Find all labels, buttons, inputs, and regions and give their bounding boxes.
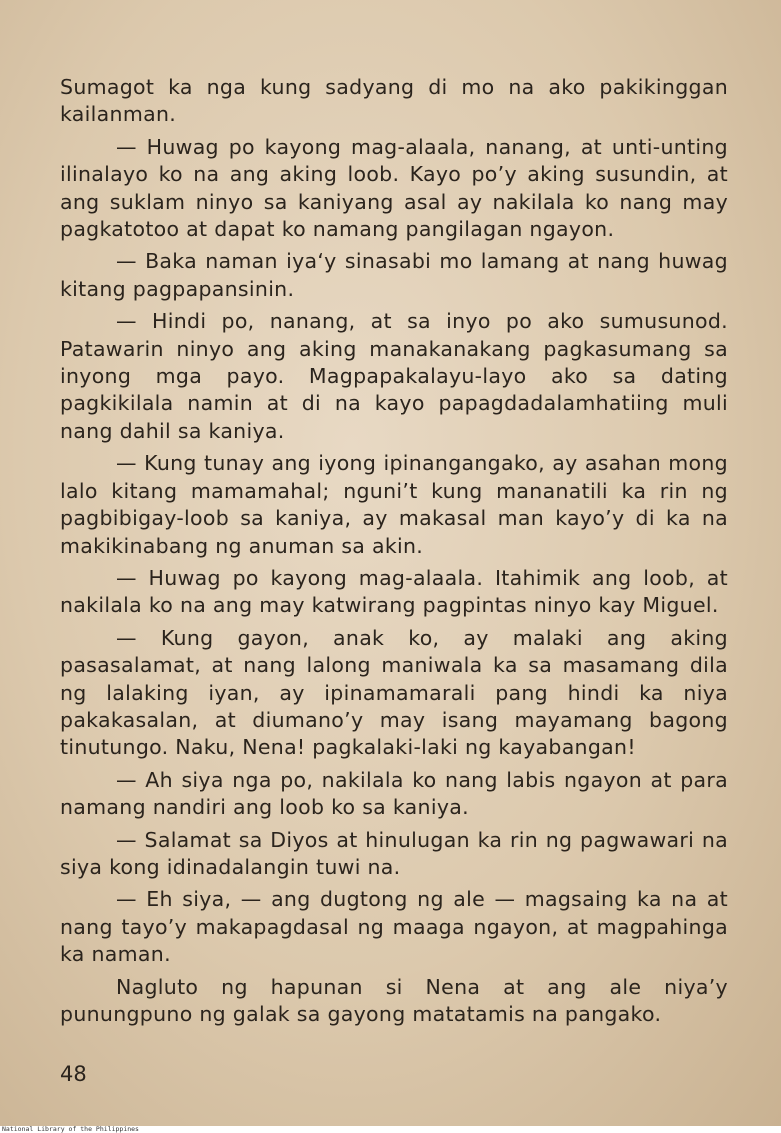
dialogue-paragraph: — Baka naman iya‘y sinasabi mo lamang at nang huwag kitang pagpapansinin. xyxy=(60,249,728,301)
paragraph-continuation: Sumagot ka nga kung sadyang di mo na ako pakikinggan kailanman. xyxy=(60,75,728,127)
narration-paragraph: Nagluto ng hapunan si Nena at ang ale niya’y punungpuno ng galak sa gayong matatamis na pangako. xyxy=(60,974,728,1026)
body-text xyxy=(60,74,728,1033)
dialogue-paragraph: — Kung tunay ang iyong ipinangangako, ay asahan mong lalo kitang mamamahal; nguni’t kung mananatili ka rin ng pagbibigay-loob sa kaniya, ay makasal man kayo’y di ka na makikinabang ng anuman sa akin. xyxy=(60,451,728,558)
dialogue-paragraph: — Salamat sa Diyos at hinulugan ka rin ng pagwawari na siya kong idinadalangin tuwi na. xyxy=(60,827,728,879)
page-number: 48 xyxy=(60,1062,87,1086)
dialogue-paragraph: — Kung gayon, anak ko, ay malaki ang aking pasasalamat, at nang lalong maniwala ka sa masamang dila ng lalaking iyan, ay ipinamamarali pang hindi ka niya pakakasalan, at diumano’y may isang mayamang bagong tinutungo. Naku, Nena! pagkalaki-laki ng kayabangan! xyxy=(60,625,728,760)
dialogue-paragraph: — Huwag po kayong mag-alaala, nanang, at unti-unting ilinalayo ko na ang aking loob. Kayo po’y aking susundin, at ang suklam ninyo sa kaniyang asal ay nakilala ko nang may pagkatotoo at dapat ko namang pangilagan ngayon. xyxy=(60,134,728,242)
library-footer: National Library of the Philippines xyxy=(2,1125,139,1133)
dialogue-paragraph: — Huwag po kayong mag-alaala. Itahimik ang loob, at nakilala ko na ang may katwirang pagpintas ninyo kay Miguel. xyxy=(60,565,728,618)
dialogue-paragraph: — Eh siya, — ang dugtong ng ale — magsaing ka na at nang tayo’y makapagdasal ng maaga ngayon, at magpahinga ka naman. xyxy=(60,887,728,967)
dialogue-paragraph: — Hindi po, nanang, at sa inyo po ako sumusunod. Patawarin ninyo ang aking manakanakang pagkasumang sa inyong mga payo. Magpapakalayu-layo ako sa dating pagkikilala namin at di na kayo papagdadalamhatiing muli nang dahil sa kaniya. xyxy=(60,309,728,443)
dialogue-paragraph: — Ah siya nga po, nakilala ko nang labis ngayon at para namang nandiri ang loob ko sa kaniya. xyxy=(60,767,728,820)
